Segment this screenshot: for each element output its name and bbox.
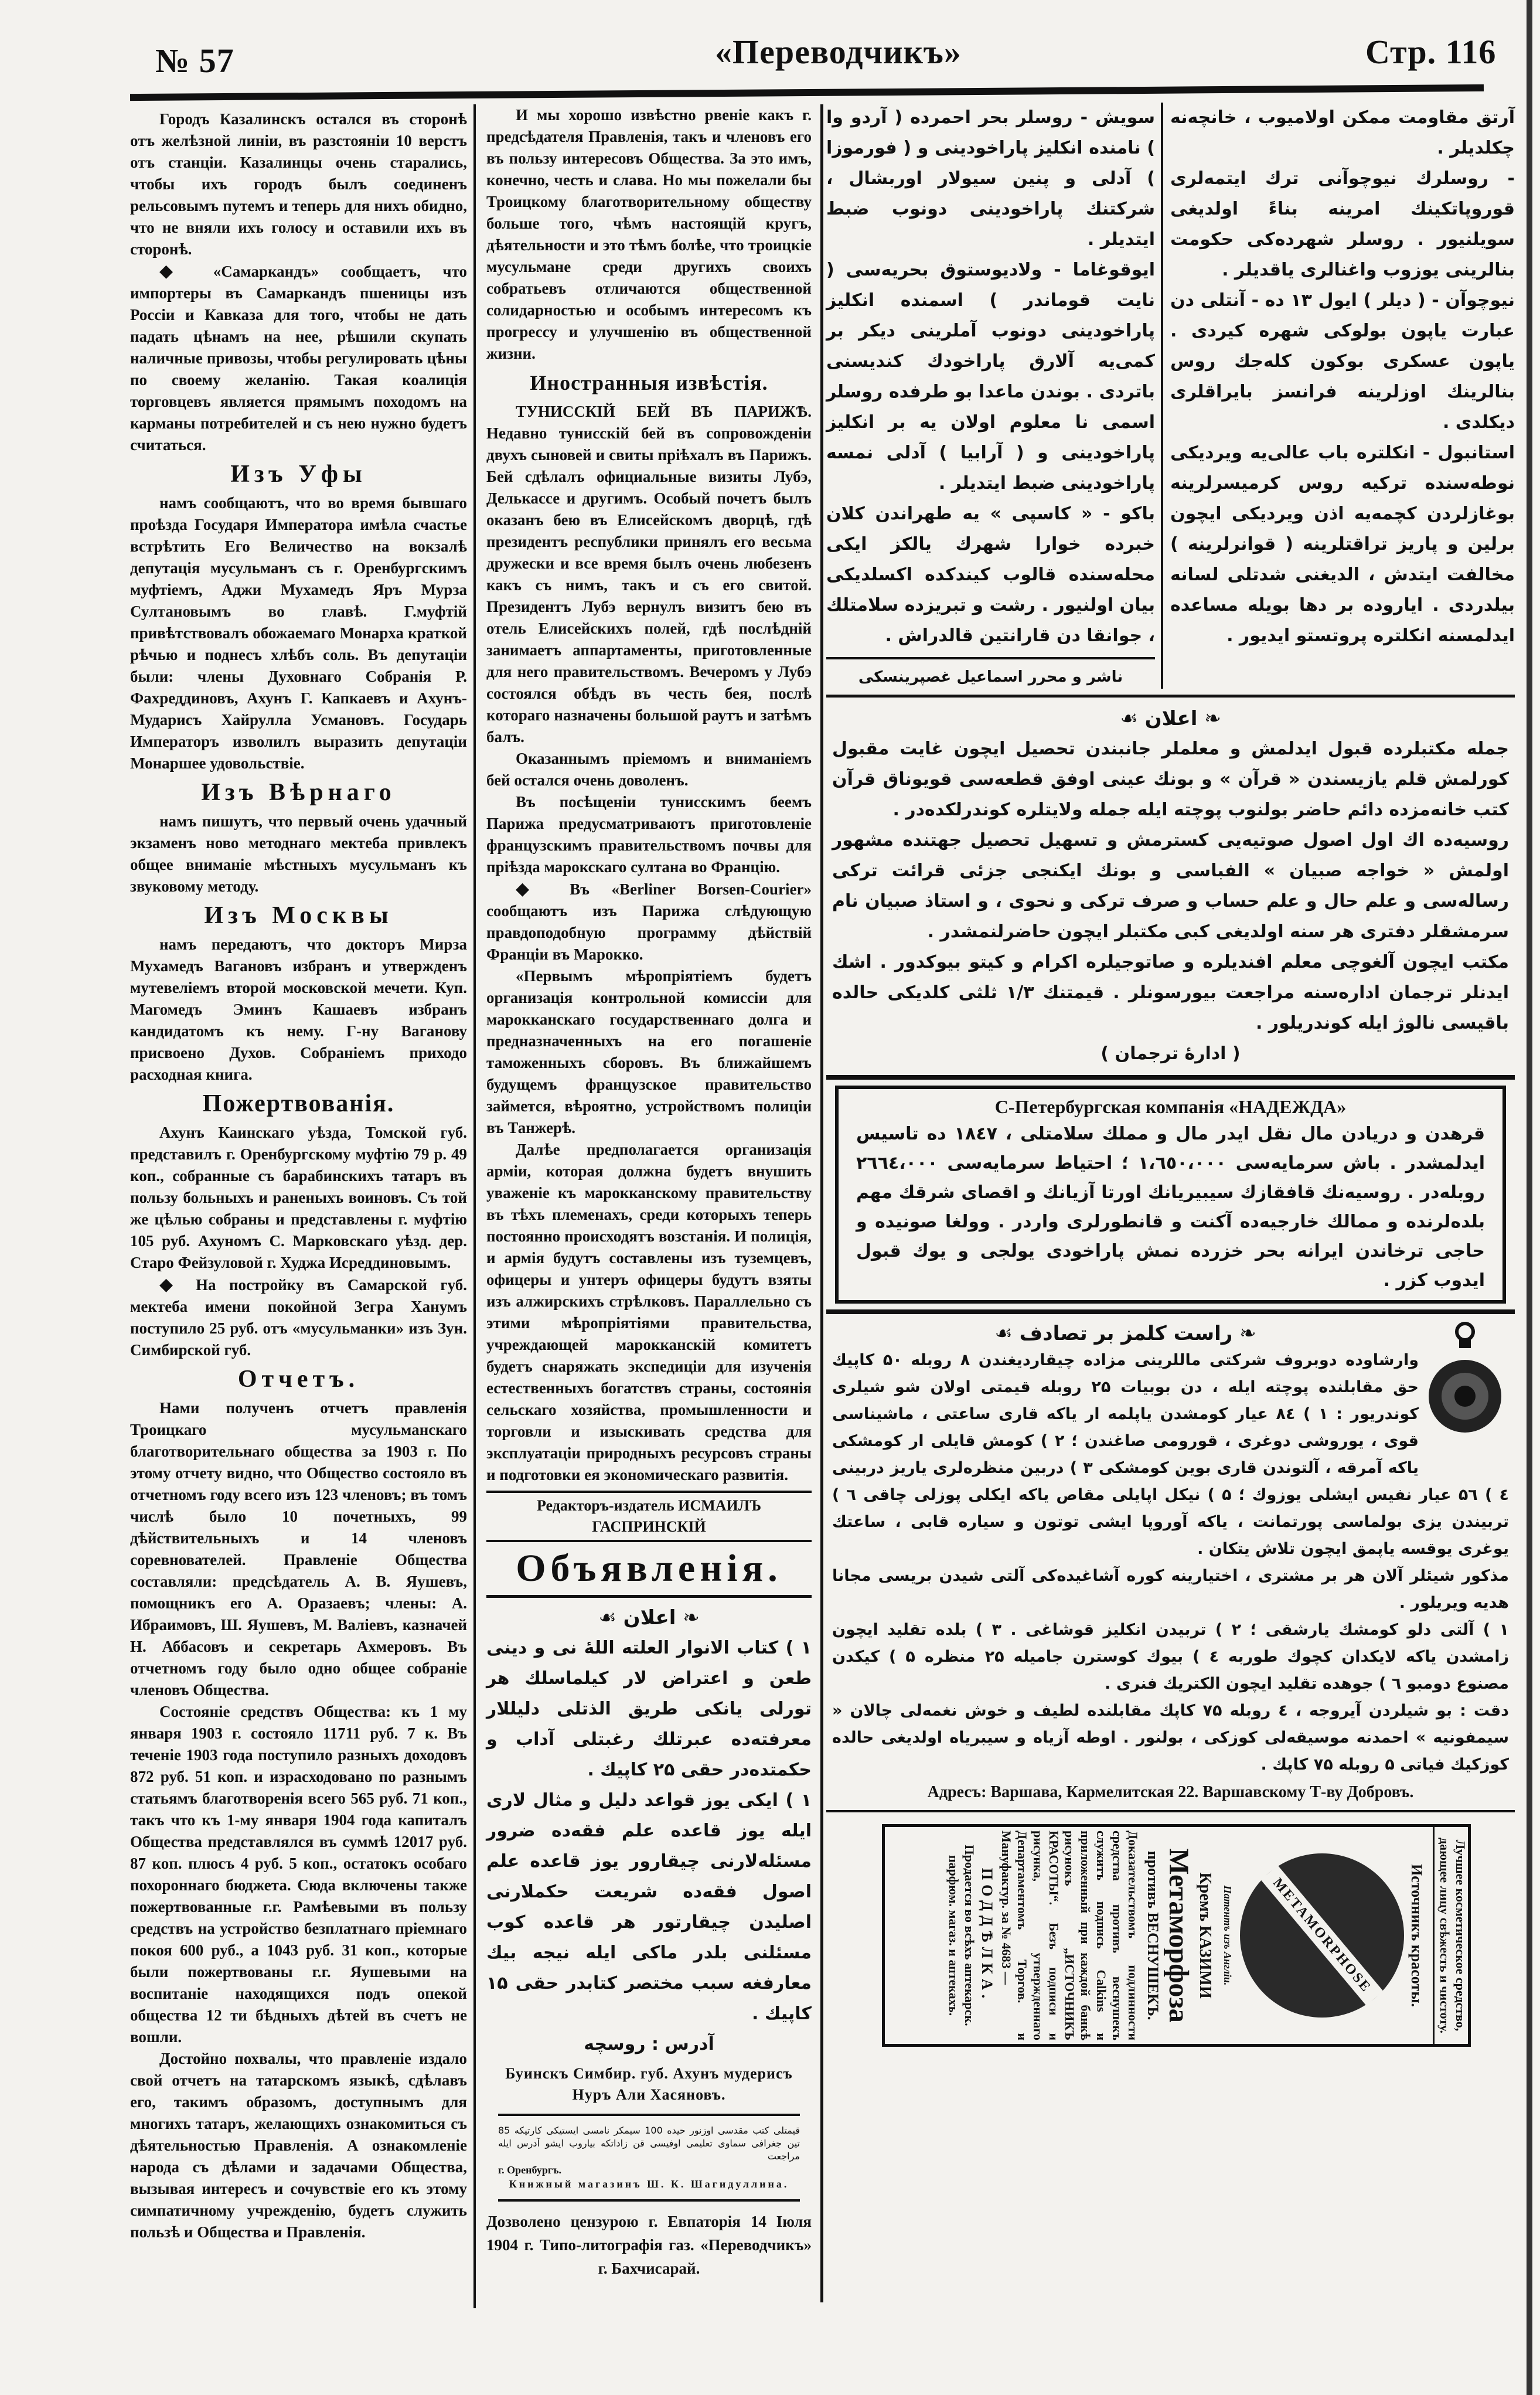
article-morocco-3: Далѣе предполагается организація арміи, которая должна будетъ внушить уваженіе къ марокканскому правительству въ тѣхъ племенахъ, среди которыхъ теперь постоянно происходятъ возстанія. И полиція, и армія будутъ составлены изъ туземцевъ, офицеры и унтеръ офицеры будутъ взяты изъ алжирскихъ стрѣлковъ. Параллельно съ этими мѣропріятіями правительства, учреждающей марокканскій комитетъ будетъ снаряжать экспедиціи для изученія естественныхъ богатствъ страны, состоянія сельскаго хозяйства, промышленности и торговли и изыскивать средства для эксплуатаціи природныхъ ресурсовъ страны и подготовки ея экономическаго развитія. — [486, 1141, 812, 1484]
book-ad — [486, 1603, 812, 2060]
ad-paragraph: جمله مکتبلرده قبول ایدلمش و معلملر جانبندن تحصیل ایچون غایت مقبول کورلمش قلم یازیسندن « قرآن » و بونك عینی اوفق قطعه‌سی قویوناق قرآن کتب خانه‌مزده دائم حاضر بولنوب پوچته ایله جمله ولایتلره کوندرلکده‌در . — [832, 739, 1509, 820]
divider — [826, 1810, 1515, 1812]
heading-report: Отчетъ. — [237, 1366, 360, 1393]
ad-signature: ( ادارهٔ ترجمان ) — [1101, 1043, 1241, 1064]
small-ad-city: г. Оренбургъ. — [498, 2164, 562, 2176]
divider — [486, 1540, 812, 1542]
article-ufa: намъ сообщаютъ, что во время бывшаго проѣзда Государя Императора имѣла счастье встрѣтить Его Величество на вокзалѣ депутація мусульманъ съ г. Оренбургскимъ муфтіемъ, Аджи Мухамедъ Яръ Мурза Султановымъ во главѣ. Г.муфтій привѣтствовалъ обожаемаго Монарха краткой рѣчью и поднесъ хлѣбъ соль. Въ депутаціи были: члены Духовнаго Собранія Р. Фахреддиновъ, Ахунъ Г. Капкаевъ и Ахунъ-Мударисъ Хайрулла Усмановъ. Государь Императоръ изволилъ выразить депутаціи Монаршее удовольствіе. — [130, 494, 467, 772]
issue-number: № 57 — [155, 42, 234, 80]
ad-source: Источникъ красоты. — [1408, 1864, 1425, 2007]
article-text: «Самаркандъ» сообщаетъ, что импортеры въ Самаркандъ пшеницы изъ Россіи и Кавказа для того, чтобы не дать падать цѣнамъ на нее, рѣшили скупать наличные привозы, чтобы регулировать цѣны по своему желанію. Такая коалиція торговцевъ является прямымъ походомъ на карманы потребителей и съ нею нужно будетъ считаться. — [130, 263, 467, 454]
article-kazalinsk: Городъ Казалинскъ остался въ сторонѣ отъ желѣзной линіи, въ разстояніи 10 верстъ отъ станціи. Казалинцы очень старались, чтобы ихъ городъ былъ соединенъ рельсовымъ путемъ и теперь для нихъ обидно, что не вняли ихъ голосу и оставили ихъ въ сторонѣ. — [130, 110, 467, 258]
report-paragraph-3: Достойно похвалы, что правленіе издало свой отчетъ на татарскомъ языкѣ, сдѣлавъ его, такимъ образомъ, доступнымъ для многихъ татаръ, желающихъ ознакомиться съ дѣятельностью Правленія. А ознакомленіе народа съ дѣлами и задачами Общества, вызывая интересъ и сочувствіе его къ этому симпатичному учрежденію, будетъ служить пользѣ и Общества и Правленія. — [130, 2050, 467, 2241]
column-4 — [1163, 103, 1515, 689]
cream-ad — [885, 1827, 1471, 2044]
divider — [486, 1595, 812, 1598]
divider — [826, 657, 1155, 659]
column-divider — [473, 104, 476, 2308]
page-number: Стр. 116 — [1365, 33, 1497, 71]
newspaper-title: «Переводчикъ» — [715, 33, 962, 71]
small-ad-shop: Книжный магазинъ Ш. К. Шагидуллина. — [509, 2178, 789, 2190]
heading-foreign-news: Иностранныя извѣстія. — [530, 371, 768, 394]
article-tunis-bey-3: Въ посѣщеніи тунисскимъ беемъ Парижа предусматриваютъ приготовленіе французскимъ правительствомъ почвы для пріѣзда марокскаго султана во Францію. — [486, 793, 812, 876]
ad-title: اعلان — [1144, 707, 1198, 730]
report-paragraph-2: Состояніе средствъ Общества: къ 1 му января 1903 г. состояло 11711 руб. 7 к. Въ теченіе 1903 года поступило разныхъ доходовъ 872 руб. 51 коп. и израсходовано по разнымъ статьямъ благотворенія всего 565 руб. 71 коп., такъ что къ 1-му января 1904 года капиталъ Общества представлялся въ суммѣ 12017 руб. 87 коп. плюсъ 4 руб. 5 коп., остатокъ особаго похороннаго бюджета. Сюда включены также пожертвованные г.г. Рамѣевыми въ пользу средствъ на устройство безплатнаго пріемнаго покоя 600 руб., а 1043 руб. 31 коп., которые были пожертвованы г.г. Яушевыми на воспитаніе находящихся подъ опекой общества 12 ти бѣдныхъ дѣтей въ счетъ не вошли. — [130, 1703, 467, 2046]
ad-title: С-Петербургская компанія «НАДЕЖДА» — [994, 1096, 1347, 1117]
column-1 — [130, 108, 467, 2243]
diamond-ornament-icon: ◆ — [159, 261, 213, 281]
news-yokohama: ایوقوغاما - ولادیوستوق بحریه‌سی ( نایت قوماندر ) اسمنده انکلیز پاراخودینی دونوب آملرینی دیکر بر کمی‌یه آلارق پاراخودك کندیسنی باتردی . بوندن ماعدا بو طرفده روسلر اسمی نا معلوم اولان یه بر انکلیز پاراخودینی و ( آرابیا ) آدلی نمسه پاراخودینی ضبط ایتدیلر . — [826, 260, 1155, 494]
ad-product-name: Метаморфоза — [1163, 1848, 1194, 2023]
header-rule — [130, 84, 1484, 101]
dobrov-address: Адресъ: Варшава, Кармелитская 22. Варшавскому Т-ву Добровъ. — [927, 1783, 1414, 1801]
news-item: آرتق مقاومت ممکن اولامیوب ، خانچه‌نه چکلدیلر . — [1170, 107, 1515, 158]
ad-paragraph: روسیه‌ده اك اول اصول صوتیه‌یی کسترمش و تسهیل تحصیل جهتنده مشهور اولمش « خواجه صبیان » الفباسی و بونك ایکنجی جزئی قرائت ترکی رساله‌سی و علم حال و علم حساب و صرف ترکی و نحوی ، و استاذ صبیان نام سرمشقلر دفتری هر سنه اولدیغی کبی مکتبلر ایچون حاضرلنمشدر . — [832, 830, 1509, 942]
ad-address: آدرس : روسچه — [584, 2034, 714, 2054]
nadezhda-ad — [835, 1086, 1506, 1304]
article-donations-2 — [130, 1274, 467, 1361]
report-continuation: И мы хорошо извѣстно рвеніе какъ г. предсѣдателя Правленія, такъ и членовъ его въ пользу интересовъ Общества. За это имъ, конечно, честь и слава. Но мы пожелали бы Троицкому благотворительному обществу больше того, чѣмъ настоящій кругъ, дѣятельности и это тѣмъ болѣе, что троицкіе мусульмане среди другихъ своихъ собратьевъ отличаются общественной солидарностью и особымъ интересомъ къ прогрессу и улучшенію въ общественной жизни. — [486, 106, 812, 362]
ad-item: ۱ ) ایکی یوز قواعد دلیل و مثال لاری ایله یوز قاعده علم فقه‌ده ضرور مسئله‌لارنی چیقارور یوز قاعده علم اصول فقه‌ده شریعت حکملارنی اصلیدن چیقارتور هر قاعده کوب مسئلنی بلدر ماکی ایله نیجه بیك معارفغه سبب مختصر کتابدر حقی ۱۵ کاپیك . — [486, 1790, 812, 2024]
ornament-icon: ❧ — [676, 1606, 700, 1629]
ad-item: ۱ ) کتاب الانوار العلته اللهٔ نی و دینی طعن و اعتراض لار کیلماسلك هر تورلی یانکی طریق الذتلی دلیللار معرفته‌ده عبرتلك رغبتلی آداب و حکمتده‌در حقی ۲۵ کاپیك . — [486, 1638, 812, 1780]
article-donations: Ахунъ Каинскаго уѣзда, Томской губ. представилъ г. Оренбургскому муфтію 79 р. 49 коп., собранные съ барабинскихъ татаръ въ пользу больныхъ и раненыхъ воиновъ. Съ той же цѣлью собраны и представлены г. муфтію 105 руб. Ахуномъ С. Марковскаго уѣзд. дер. Старо Фейзуловой г. Худжа Исреддиновымъ. — [130, 1124, 467, 1271]
heading-donations: Пожертвованія. — [202, 1090, 395, 1117]
column-3 — [826, 103, 1163, 689]
ornament-icon: ☙ — [1120, 707, 1145, 730]
news-newchwang: نیوچوآن - ( دیلر ) ایول ۱۳ ده - آنتلی دن عبارت یاپون بولوکی شهره کیردی . یاپون عسکری بوکون کله‌جك روس بنالرینك اوزلرینه فرانسز بایراقلری دیکلدی . — [1170, 290, 1515, 433]
ad-cream: Кремъ КАЗИМИ — [1196, 1872, 1214, 1999]
cream-ad-frame — [882, 1824, 1471, 2047]
ad-patent: Патентъ изъ Англіи. — [1222, 1885, 1234, 1986]
heading-verny: Изъ Вѣрнаго — [201, 779, 396, 806]
article-morocco — [486, 878, 812, 965]
news-istanbul: استانبول - انکلتره باب عالی‌یه ویردیکی نوطه‌سنده ترکیه روس کرمیسرلرینه بوغازلردن کچمه‌یه اذن ویردیکی ایچون برلین و پاریز تراقتلرینه ( قوانرلرینه ) مخالفت ایتدش ، الدیغنی شدتلی لسانه بیلدردی . ایاروده بر دها بویله مساعده ایدلمسنه انکلتره پروتستو ایدیور . — [1170, 443, 1515, 646]
article-moscow: намъ передаютъ, что докторъ Мирза Мухамедъ Вагановъ избранъ и утвержденъ мутевеліемъ второй московской мечети. Куп. Магомедъ Эминъ Кашаевъ избранъ кандидатомъ къ нему. Г-ну Ваганову присвоено Духов. Собраніемъ приходо расходная книга. — [130, 935, 467, 1083]
ad-sold: Продается во всѣхъ аптекарск. парфюм. магаз. и аптекахъ. — [946, 1845, 977, 2026]
ad-title: راست کلمز بر تصادف — [1019, 1322, 1233, 1345]
watch-icon — [1427, 1320, 1503, 1467]
ad-title: اعلان — [623, 1606, 676, 1629]
article-text: На постройку въ Самарской губ. мектеба имени покойной Зегра Ханумъ поступило 25 руб. отъ «мусульманки» изъ Зун. Симбирской губ. — [130, 1276, 467, 1359]
pocket-watch-illustration — [1427, 1320, 1509, 1472]
news-suez: سویش - روسلر بحر احمرده ( آردو وا ) نامنده انکلیز پاراخودینی و ( فورموزا ) آدلی و پنین سیولار اوربشال ، شرکتنك پاراخودینی دونوب ضبط ایتدیلر . — [826, 107, 1155, 250]
ad-paragraph: مکتب ایچون آلغوچی معلم افندیلره و صاتوجیلره اکرام و کیتو بیوکدور . اشك ایدنلر ترجمان اداره‌سنه مراجعت بیورسونلر . قیمتنك ۱/۳ ثلثی کلدیکی حالده باقیسی نالوژ ایله کوندریلور . — [832, 952, 1509, 1033]
ad-paragraph: مذکور شیئلر آلان هر بر مشتری ، اختیارینه کوره آشاغیده‌کی آلتی شیدن بریسی مجانا هدیه ویریلور . — [832, 1567, 1509, 1612]
ad-paragraph: ۱ ) آلتی دلو کومشك یارشقی ؛ ۲ ) تربیدن انکلیز قوشاغی . ۳ ) بلده تقلید ایچون زامشدن یاکه لایکدان کچوك طوربه ٤ ) بیوك کوسترن جامیله ۲۵ منظره ۵ ) کیکدن مصنوع دومبو ٦ ) جوهده تقلید ایچون الکتریك فنری . — [832, 1621, 1509, 1693]
report-paragraph-1: Нами полученъ отчетъ правленія Троицкаго мусульманскаго благотворительнаго общества за 1903 г. По этому отчету видно, что Общество состояло въ отчетномъ году всего изъ 123 членовъ; въ томъ числѣ было 10 почетныхъ, 99 дѣйствительныхъ и 14 членовъ соревнователей. Правленіе Общества составляли: предсѣдатель А. В. Яушевъ, помощникъ его А. Оразаевъ; члены: А. Ибраимовъ, Ш. Яушевъ, М. Валіевъ, казначей Н. Аббасовъ и секретарь Ахмеровъ. Въ отчетномъ году было одно общее собраніе членовъ Общества. — [130, 1399, 467, 1699]
arabic-news-row — [826, 103, 1515, 689]
ornament-icon: ☙ — [994, 1322, 1020, 1345]
publisher-line: ناشر و محرر اسماعیل غصپرینسکی — [858, 668, 1123, 686]
ad-paragraph: دقت : بو شیلردن آیروجه ، ٤ روبله ۷۵ کاپك مقابلنده لطیف و خوش نغمه‌لی چالان « سیمفونیه » احمدنه موسیقه‌لی کوزکی ، بولنور . اوطه آزیاه و سیبریاه اولدیغی حالده کوزکیك فیاتی ۵ روبله ۷۵ کاپك . — [832, 1702, 1509, 1774]
divider — [486, 1491, 812, 1493]
heading-ufa: Изъ Уфы — [230, 461, 367, 488]
right-section — [826, 103, 1515, 2047]
news-baku: باکو - « کاسپی » یه طهراندن کلان خبرده خوارا شهرك یالکز ایکی محله‌سنده قالوب کیندکده اکسلدیکی بیان اولنیور . رشت و تبریزده سلامتلك ، جوانقا دن قارانتین قالدراش . — [826, 504, 1155, 646]
ornament-icon: ❧ — [1232, 1322, 1256, 1345]
article-text: Въ «Berliner Borsen-Courier» сообщаютъ изъ Парижа слѣдующую правдоподобную программу дѣйствій Франціи въ Марокко. — [486, 880, 812, 963]
dobrov-ad — [826, 1320, 1515, 1804]
divider — [826, 1309, 1515, 1314]
page-edge — [1527, 0, 1532, 2395]
article-samarkand — [130, 260, 467, 456]
ads-title: Объявленія. — [516, 1547, 782, 1590]
article-morocco-2: «Первымъ мѣропріятіемъ будетъ организація контрольной комиссіи для марокканскаго государственнаго долга и предназначенныхъ на его погашеніе таможенныхъ сборовъ. Въ ближайшемъ будущемъ французское правительство займется, вѣроятно, устройствомъ полиціи въ Танжерѣ. — [486, 967, 812, 1137]
column-divider — [820, 104, 823, 2302]
ad-signature: Буинскъ Симбир. губ. Ахунъ мудерисъ Нуръ Али Хасяновъ. — [505, 2065, 793, 2103]
diamond-ornament-icon: ◆ — [516, 879, 570, 899]
ad-against: противъ ВЕСНУШЕКЪ. — [1144, 1850, 1161, 2020]
ad-paragraph: وارشاوده دوبروف شرکتی ماللرینی مزاده چیقاردیغندن ۸ روبله ۵۰ کاپیك حق مقابلنده پوچته ایله ، دن بوبیات ۲۵ روبله قیمتی اولان شو شیلری کوندریور : ۱ ) ۸٤ عیار کومشدن یاپلمه ار یاکه قاری ساعتی ، ماشیناسی قوی ، یوروشی دوغری ، قورومی صاغندن ؛ ۲ ) کومش قایلی ار کومشکی یاکه آمرقه ، آلتوندن قاری بوین کومشکی ۳ ) دربین منظره‌لری یاریز دربینی ٤ ) ۵٦ عیار نفیس ایشلی یوزوك ؛ ۵ ) نیکل اپایلی مقاص یاکه ایکلی پوزلی چاقی ٦ ) تربیندن یزی بولماسی پورتمانت ، یاکه آوروپا ایشی توتون و سیاره قابی ، ساعتك یوغری یوقسه یاپمق ایچون تلاش یتکان . — [832, 1351, 1509, 1558]
divider — [826, 1075, 1515, 1080]
medallion-illustration — [1240, 1853, 1404, 2018]
ornament-icon: ☙ — [598, 1606, 624, 1629]
small-ad-text: قیمتلی کتب مقدسی اوزنور حیده 100 سیمکر نامسی ایستیکی کارتیکه 85 تین جغرافی سماوی تعلیمی اوفیسی قن زاداتکه بیاروب ایشو آدرس ایله مراجعت — [498, 2125, 800, 2162]
column-2 — [486, 104, 812, 2280]
news-item: - روسلرك نیوچوآنی ترك ایتمه‌لری قوروپاتکینك امرینه بناءً اولدیغی سویلنیور . روسلر شهرده‌کی حکومت بنالرینی یوزوب واغنالری یاقدیلر . — [1170, 168, 1515, 280]
diamond-ornament-icon: ◆ — [159, 1275, 196, 1294]
censorship-imprint: Дозволено цензурою г. Евпаторія 14 Іюля 1904 г. Типо-литографія газ. «Переводчикъ» г. Бахчисарай. — [486, 2213, 812, 2277]
divider — [498, 2114, 800, 2116]
ornament-icon: ❧ — [1197, 707, 1221, 730]
article-tunis-bey: ТУНИССКІЙ БЕЙ ВЪ ПАРИЖѢ. Недавно тунисскій бей въ сопровожденіи двухъ сыновей и свиты пріѣхалъ въ Парижъ. Бей сдѣлалъ официальные визиты Лубэ, Делькассе и другимъ. Особый почетъ былъ оказанъ бею въ Елисейскомъ дворцѣ, гдѣ президентъ республики принялъ его весьма дружески и все время былъ очень любезенъ какъ съ нимъ, такъ и съ его свитой. Президентъ Лубэ вернулъ визитъ бею въ отель Елисейскихъ полей, гдѣ послѣдній занимаетъ аппартаменты, приготовленные для него правительствомъ. Вечеромъ у Лубэ состоялся обѣдъ въ честь бея, послѣ котораго назначены большой раутъ и затѣмъ балъ. — [486, 403, 812, 746]
small-ad — [486, 2124, 812, 2191]
article-tunis-bey-2: Оказаннымъ пріемомъ и вниманіемъ бей остался очень доволенъ. — [486, 750, 812, 789]
ad-text: قرهدن و دریادن مال نقل ایدر مال و مملك سلامتلی ، ۱۸٤۷ ده تاسیس ایدلمشدر . باش سرمایه‌سی ۱،٦٥٠،٠٠٠ ؛ احتیاط سرمایه‌سی ۲٦٦٤،٠٠٠ روبله‌در . روسیه‌نك قافقازك سیبیریانك اورتا آزیانك و اقصای شرقك مهم بلده‌لرنده و ممالك خارجیه‌ده آکنت و قانطورلری واردر . وولغا صونیده و حاجی ترخاندن ایرانه بحر خزرده نمش پاراخودی یولجی و یوك قبول ایدوب کزر . — [856, 1124, 1486, 1291]
article-verny: намъ пишутъ, что первый очень удачный экзаменъ ново методнаго мектеба привлекъ общее вниманіе мѣстныхъ мусульманъ къ звуковому методу. — [130, 812, 467, 895]
ad-warning: ПОДДѢЛКА. — [979, 1867, 996, 2003]
ad-body: Доказательствомъ подлинности средства противъ веснушекъ служитъ подпись Calkins и приложенный при каждой банкѣ рисунокъ „ИСТОЧНИКЪ КРАСОТЫ“. Безъ подписи и рисунка, утвержденнаго Департаментомъ Торгов. и Мануфактур. за № 4683 — — [999, 1831, 1140, 2040]
heading-moscow: Изъ Москвы — [204, 902, 393, 929]
books-ad — [826, 703, 1515, 1069]
editor-line: Редакторъ-издатель ИСМАИЛЪ ГАСПРИНСКІЙ — [537, 1497, 761, 1535]
divider — [498, 2199, 800, 2202]
medallion-label: METAMORPHOSE — [1260, 1866, 1383, 2006]
ad-tagline: Лучшее косметическое средство, дающее лицу свѣжесть и чистоту. — [1433, 1827, 1471, 2044]
divider — [826, 695, 1515, 698]
